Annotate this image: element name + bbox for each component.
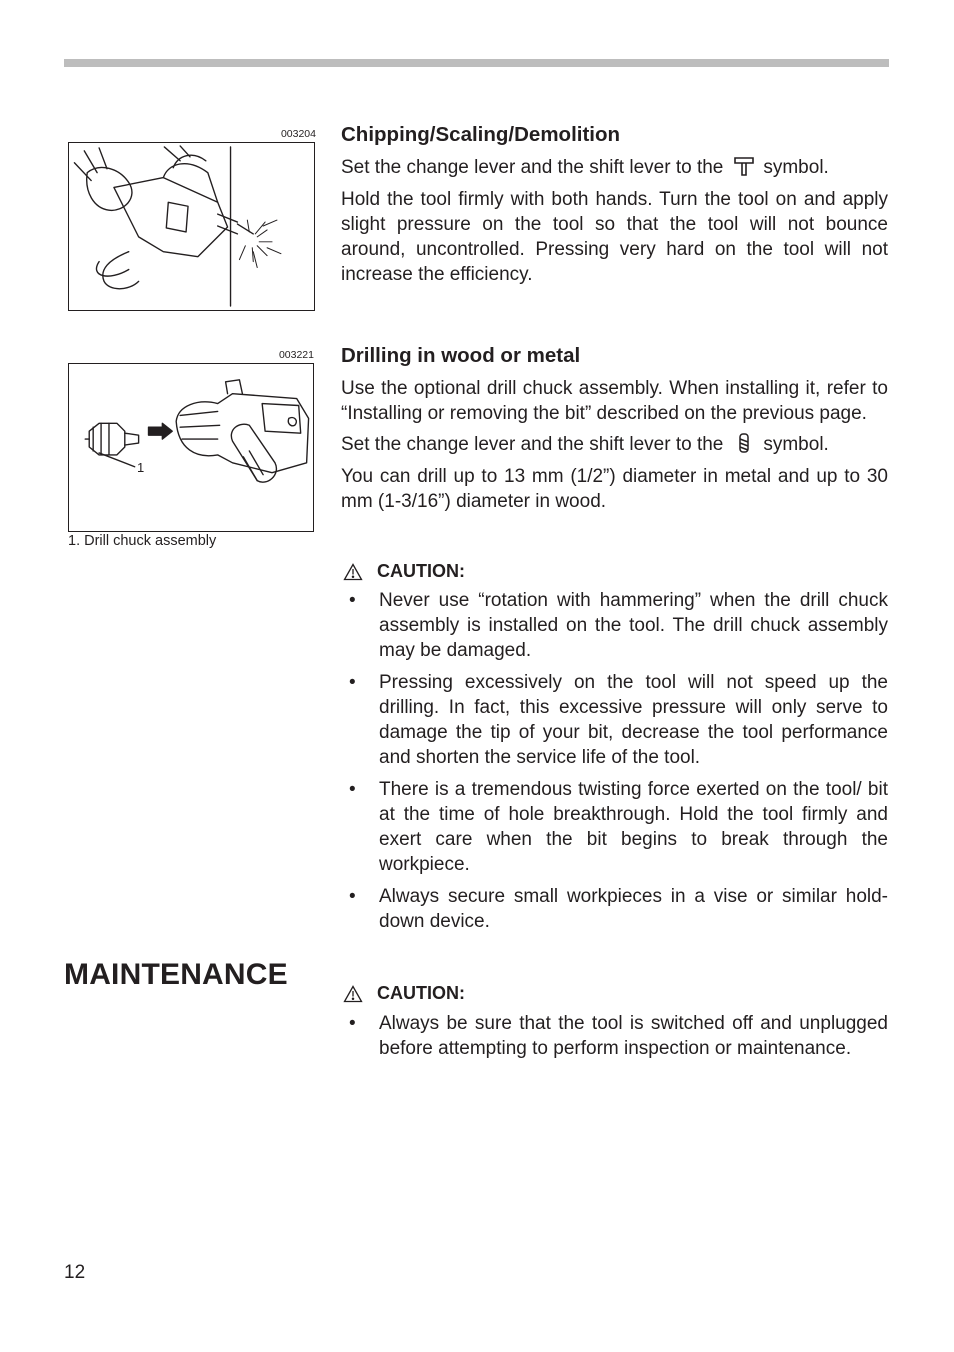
text-before-symbol: Set the change lever and the shift lever to the [341,157,724,178]
list-item-text: Always be sure that the tool is switched off and unplugged before attempting to perform inspection or maintenance. [379,1013,888,1059]
list-item [341,884,888,934]
page-number: 12 [64,1262,86,1283]
caution-list [341,588,888,941]
list-item [341,670,888,770]
bullet: • [349,886,356,907]
bullet: • [349,672,356,693]
section-chipping [341,123,888,287]
callout-number: 1 [137,460,145,475]
warning-triangle-icon [343,985,363,1003]
paragraph: You can drill up to 13 mm (1/2”) diameter in metal and up to 30 mm (1-3/16”) diameter in wood. [341,466,888,512]
paragraph: Use the optional drill chuck assembly. When installing it, refer to “Installing or removing the bit” described on the previous page. [341,378,888,424]
text-before-symbol: Set the change lever and the shift lever to the [341,434,724,455]
caution-heading [343,561,465,582]
figure-code: 003221 [278,349,314,361]
list-item [341,1011,888,1061]
list-item-text: Pressing excessively on the tool will not speed up the drilling. In fact, this excessive pressure will only serve to damage the tip of your bit, decrease the tool performance and shorten the service life of the tool. [379,672,888,768]
paragraph [341,155,888,180]
list-item [341,588,888,663]
text-after-symbol: symbol. [763,157,829,178]
warning-triangle-icon [343,563,363,581]
drill-chuck-illustration [68,363,314,532]
list-item-text: Never use “rotation with hammering” when the drill chuck assembly is installed on the tool. The drill chuck assembly may be damaged. [379,590,888,661]
caution-label: CAUTION: [377,561,465,581]
maintenance-heading: MAINTENANCE [64,958,288,991]
list-item-text: Always secure small workpieces in a vise or similar hold-down device. [379,886,888,932]
bullet: • [349,779,356,800]
figure-code: 003204 [280,128,316,140]
paragraph [341,432,888,457]
list-item-text: There is a tremendous twisting force exerted on the tool/ bit at the time of hole breakthrough. Hold the tool firmly and exert care when the bit begins to break through the workpiece. [379,779,888,875]
caution-label: CAUTION: [377,983,465,1003]
text-after-symbol: symbol. [763,434,829,455]
section-title: Drilling in wood or metal [341,344,581,367]
list-item [341,777,888,877]
figure-caption: 1. Drill chuck assembly [68,533,217,549]
maintenance-caution-list [341,1011,888,1068]
rotation-symbol-icon [731,432,757,454]
section-title: Chipping/Scaling/Demolition [341,123,621,146]
section-drilling [341,344,888,514]
paragraph: Hold the tool firmly with both hands. Turn the tool on and apply slight pressure on the tool so that the tool will not bounce around, uncontrolled. Pressing very hard on the tool will not increase the efficiency. [341,189,888,285]
caution-heading [343,983,465,1004]
hammer-symbol-icon [731,155,757,177]
bullet: • [349,1013,356,1034]
top-rule [64,59,889,67]
bullet: • [349,590,356,611]
chipping-illustration [68,142,315,311]
